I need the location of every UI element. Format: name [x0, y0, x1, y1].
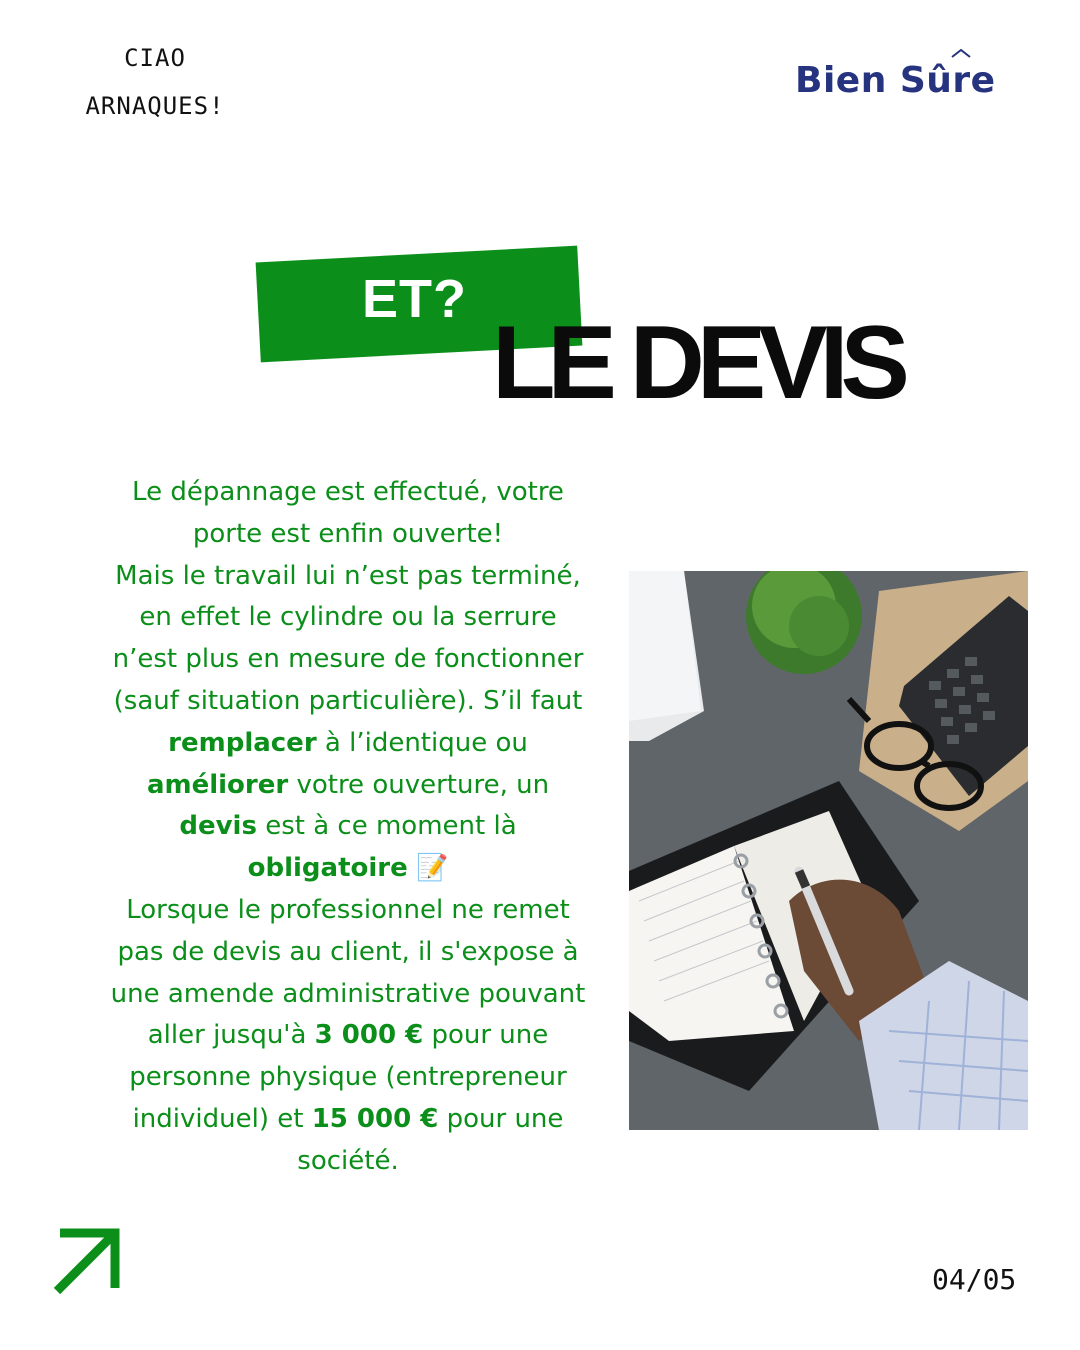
logo-text: Bien Sûre: [795, 60, 996, 101]
highlight-obligatoire: obligatoire: [247, 853, 408, 884]
arrow-up-right-icon: [52, 1228, 120, 1296]
page-number: 04/05: [932, 1263, 1017, 1296]
paragraph-3: Lorsque le professionnel ne remet pas de devis au client, il s'expose à une amende administrative pouvant aller jusqu'à 3 000 € pour une personne physique (entrepreneur individuel) et 15 000 € pour une société.: [110, 894, 586, 1176]
roof-icon: [950, 48, 972, 58]
brand-logo: [795, 60, 1010, 104]
brand-tagline: [70, 34, 240, 130]
tagline-line-2: ARNAQUES!: [85, 92, 225, 120]
paragraph-2: Mais le travail lui n’est pas terminé, en effet le cylindre ou la serrure n’est plus en mesure de fonctionner (sauf situation particulière). S’il faut remplacer à l’identique ou améliorer votre ouverture, un devis est à ce moment là obligatoire 📝: [112, 560, 584, 884]
highlight-amount-3000: 3 000 €: [314, 1020, 424, 1051]
highlight-ameliorer: améliorer: [146, 769, 289, 800]
tagline-line-1: CIAO: [124, 44, 186, 72]
highlight-remplacer: remplacer: [168, 727, 317, 758]
desk-photo: [629, 571, 1028, 1130]
body-text: [108, 472, 588, 1183]
badge-text: ET?: [362, 269, 467, 329]
highlight-devis: devis: [179, 811, 257, 842]
paragraph-1: Le dépannage est effectué, votre porte est enfin ouverte!: [132, 477, 564, 549]
memo-icon: 📝: [416, 853, 449, 884]
highlight-amount-15000: 15 000 €: [311, 1103, 439, 1134]
page-title: LE DEVIS: [492, 305, 902, 421]
